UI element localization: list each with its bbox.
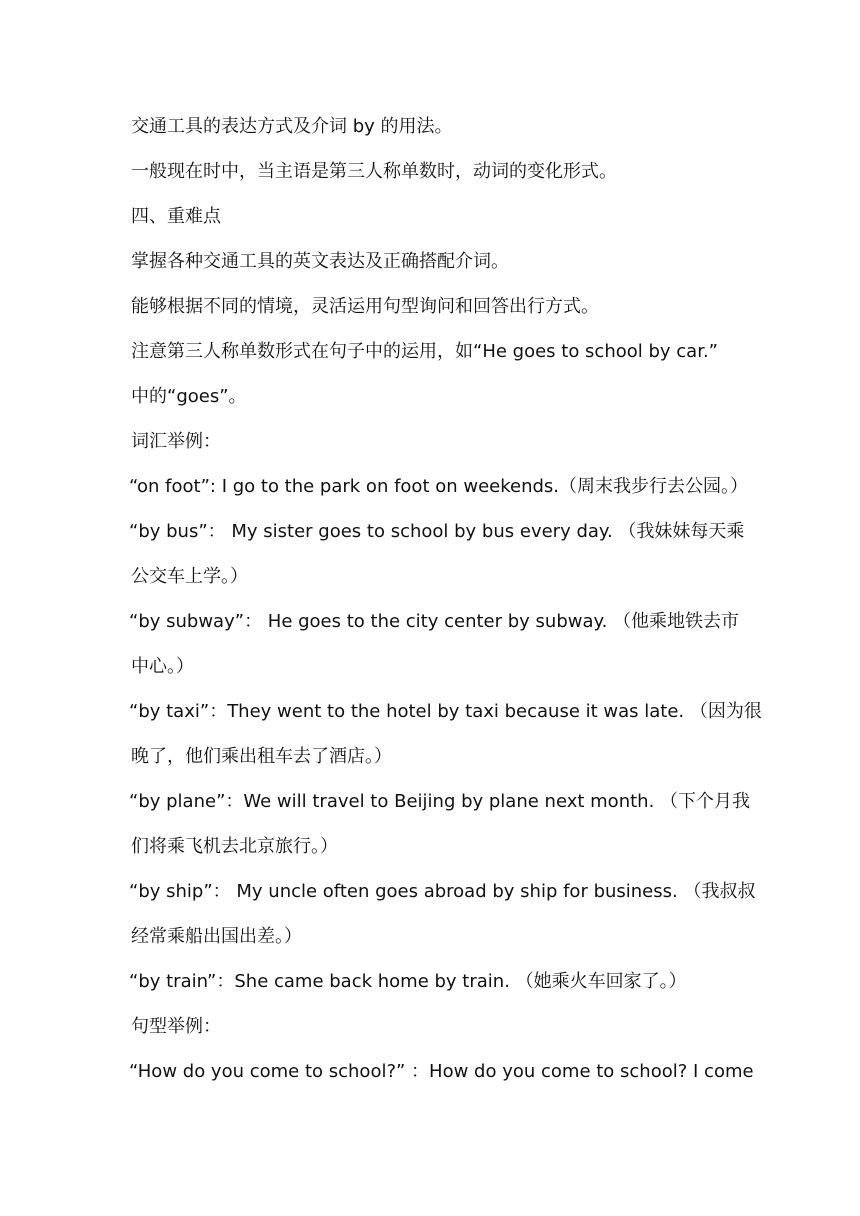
vocab-example-continued: 晚了，他们乘出租车去了酒店。） xyxy=(131,746,392,767)
vocab-example-continued: 们将乘飞机去北京旅行。） xyxy=(131,836,338,857)
subheading: 句型举例： xyxy=(131,1016,221,1037)
vocab-example-continued: 中心。） xyxy=(131,656,194,677)
vocab-example: “on foot”: I go to the park on foot on weekends.（周末我步行去公园。） xyxy=(129,476,749,497)
vocab-example: “by bus”： My sister goes to school by bus every day. （我妹妹每天乘 xyxy=(129,521,745,542)
vocab-example: “by train”：She came back home by train. （她乘火车回家了。） xyxy=(129,971,687,992)
document-body xyxy=(129,110,762,1100)
text-line: 交通工具的表达方式及介词 by 的用法。 xyxy=(131,116,453,137)
sentence-example: “How do you come to school?” ：How do you come to school? I come xyxy=(129,1061,754,1082)
text-line: 注意第三人称单数形式在句子中的运用，如“He goes to school by car.” xyxy=(131,341,719,362)
subheading: 词汇举例： xyxy=(131,431,221,452)
vocab-example-continued: 公交车上学。） xyxy=(131,566,248,587)
section-heading: 四、重难点 xyxy=(131,206,221,227)
vocab-example: “by taxi”：They went to the hotel by taxi because it was late. （因为很 xyxy=(129,701,762,722)
vocab-example-continued: 经常乘船出国出差。） xyxy=(131,926,302,947)
vocab-example: “by ship”： My uncle often goes abroad by ship for business. （我叔叔 xyxy=(129,881,756,902)
text-line: 一般现在时中，当主语是第三人称单数时，动词的变化形式。 xyxy=(131,161,617,182)
vocab-example: “by subway”： He goes to the city center by subway. （他乘地铁去市 xyxy=(129,611,740,632)
text-line: 能够根据不同的情境，灵活运用句型询问和回答出行方式。 xyxy=(131,296,599,317)
text-line: 中的“goes”。 xyxy=(131,386,247,407)
vocab-example: “by plane”：We will travel to Beijing by plane next month. （下个月我 xyxy=(129,791,751,812)
text-line: 掌握各种交通工具的英文表达及正确搭配介词。 xyxy=(131,251,509,272)
